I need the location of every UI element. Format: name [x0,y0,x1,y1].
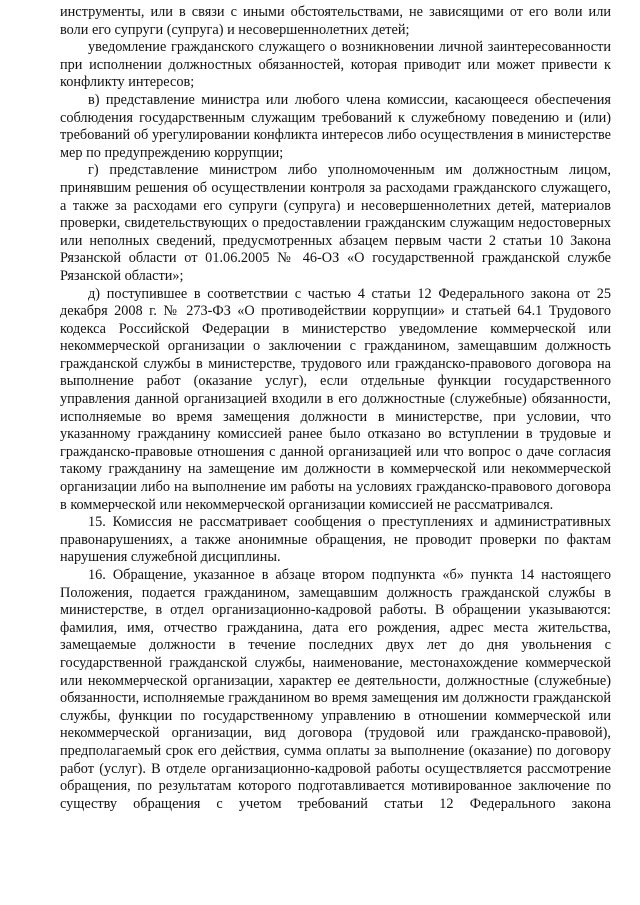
paragraph-item-d: д) поступившее в соответствии с частью 4 статьи 12 Федерального закона от 25 декабря 2008 г. № 273-ФЗ «О противодействии коррупции» и статьей 64.1 Трудового кодекса Российской Федерации в министерство уведомление коммерческой или некоммерческой организации о заключении с гражданином, замещавшим должность гражданской службы в министерстве, трудового или гражданско-правового договора на выполнение работ (оказание услуг), если отдельные функции государственного управления данной организацией входили в его должностные (служебные) обязанности, исполняемые во время замещения должности в министерстве, при условии, что указанному гражданину комиссией ранее было отказано во вступлении в трудовые и гражданско-правовые отношения с данной организацией или что вопрос о даче согласия такому гражданину на замещение им должности в коммерческой или некоммерческой организации либо на выполнение им работы на условиях гражданско-правового договора в коммерческой или некоммерческой организации комиссией не рассматривался. [60,285,611,513]
paragraph-section-16: 16. Обращение, указанное в абзаце втором подпункта «б» пункта 14 настоящего Положения, подается гражданином, замещавшим должность гражданской службы в министерстве, в отдел организационно-кадровой работы. В обращении указываются: фамилия, имя, отчество гражданина, дата его рождения, адрес места жительства, замещаемые должности в течение последних двух лет до дня увольнения с государственной гражданской службы, наименование, местонахождение коммерческой или некоммерческой организации, характер ее деятельности, должностные (служебные) обязанности, исполняемые гражданином во время замещения им должности гражданской службы, функции по государственному управлению в отношении коммерческой или некоммерческой организации, вид договора (трудовой или гражданско-правовой), предполагаемый срок его действия, сумма оплаты за выполнение (оказание) по договору работ (услуг). В отделе организационно-кадровой работы осуществляется рассмотрение обращения, по результатам которого подготавливается мотивированное заключение по существу обращения с учетом требований статьи 12 Федерального закона [60,567,611,812]
paragraph-item-g: г) представление министром либо уполномоченным им должностным лицом, принявшим решения об осуществлении контроля за расходами гражданского служащего, а также за расходами его супруги (супруга) и несовершеннолетних детей, материалов проверки, свидетельствующих о предоставлении гражданским служащим недостоверных или неполных сведений, предусмотренных абзацем первым части 2 статьи 10 Закона Рязанской области от 01.06.2005 № 46-ОЗ «О государственной гражданской службе Рязанской области»; [60,162,611,284]
paragraph-conflict-notice: уведомление гражданского служащего о возникновении личной заинтересованности при исполнении должностных обязанностей, которая приводит или может привести к конфликту интересов; [60,39,611,91]
paragraph-continuation: инструменты, или в связи с иными обстоятельствами, не зависящими от его воли или воли его супруги (супруга) и несовершеннолетних детей; [60,4,611,38]
paragraph-item-v: в) представление министра или любого члена комиссии, касающееся обеспечения соблюдения государственным служащим требований к служебному поведению и (или) требований об урегулировании конфликта интересов либо осуществления в министерстве мер по предупреждению коррупции; [60,91,611,161]
document-page [60,4,611,813]
paragraph-section-15: 15. Комиссия не рассматривает сообщения о преступлениях и административных правонарушениях, а также анонимные обращения, не проводит проверки по фактам нарушения служебной дисциплины. [60,514,611,566]
